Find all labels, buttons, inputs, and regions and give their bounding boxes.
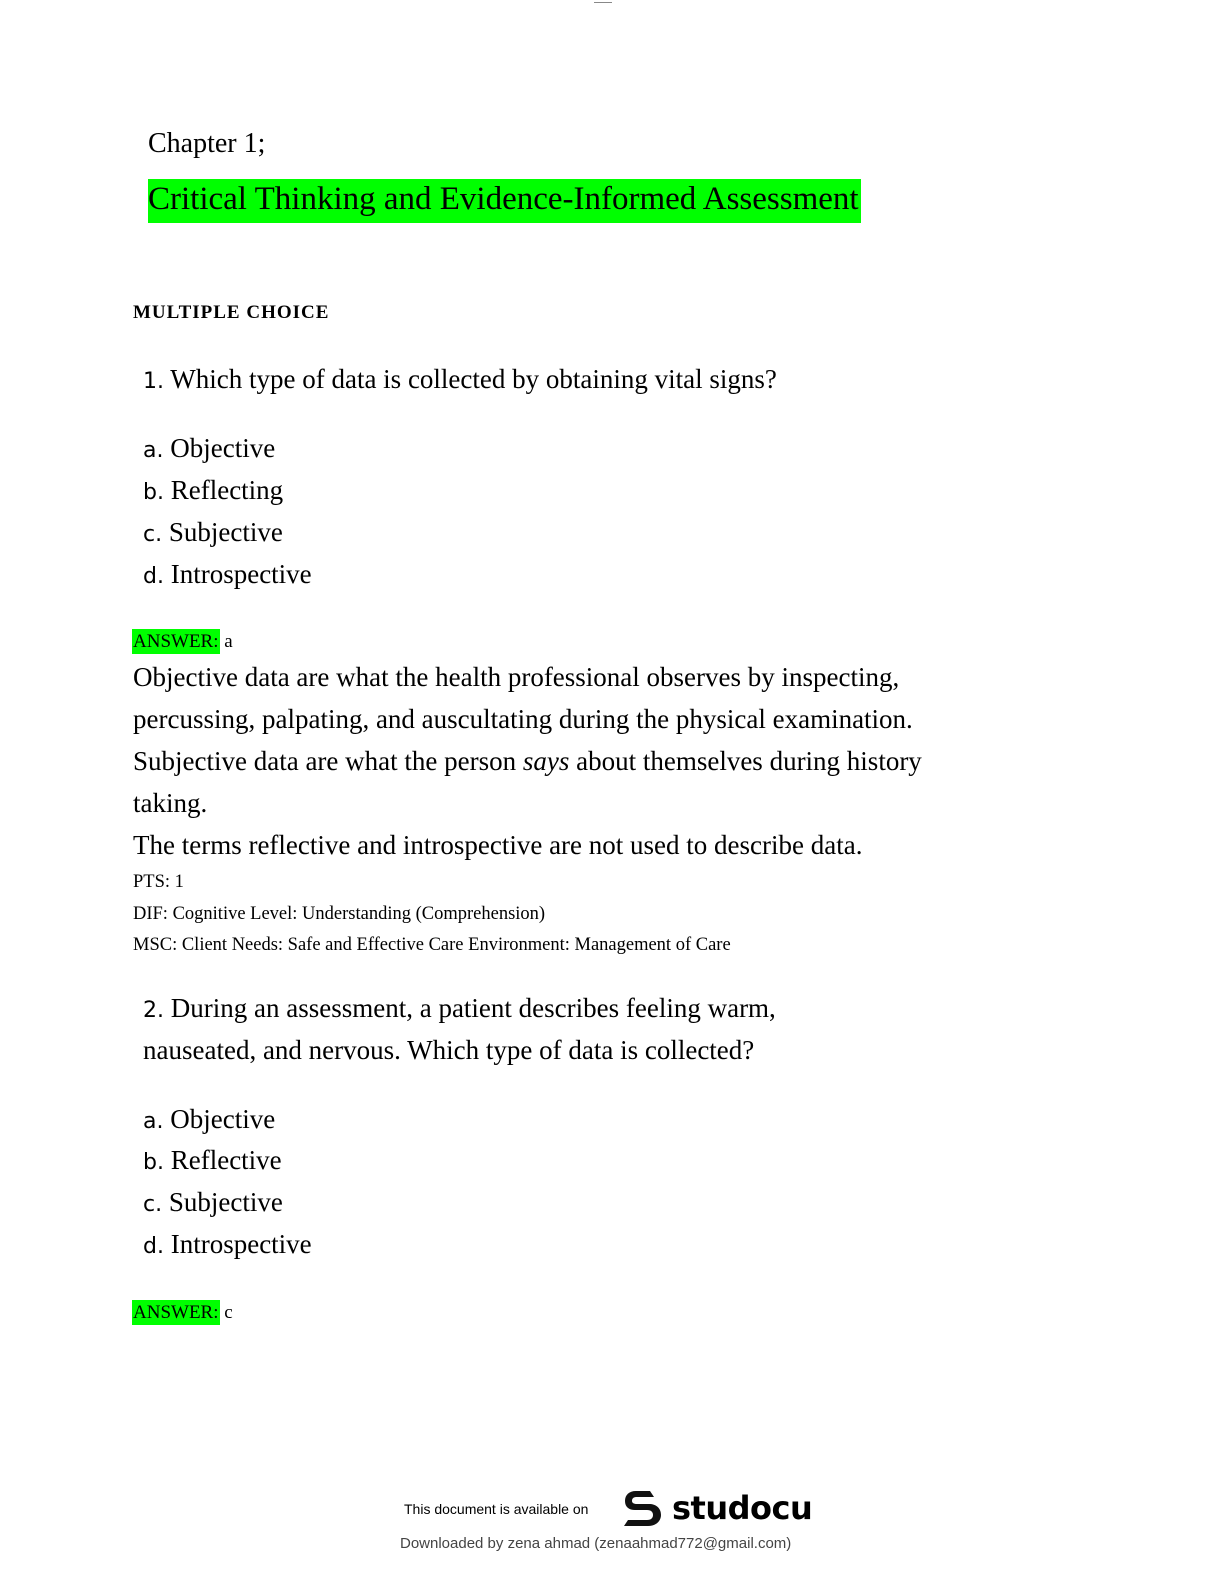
page-top-mark xyxy=(594,0,612,3)
chapter-heading: Chapter 1; xyxy=(148,128,266,159)
q1-option-d xyxy=(143,559,312,590)
option-letter: a. xyxy=(143,438,164,463)
option-letter: b. xyxy=(143,480,164,505)
studocu-logo[interactable] xyxy=(620,1485,812,1531)
download-attribution: Downloaded by zena ahmad (zenaahmad772@gmail.com) xyxy=(400,1535,792,1552)
rationale-line xyxy=(133,740,1053,782)
studocu-wordmark: studocu xyxy=(672,1489,813,1527)
rationale-line: taking. xyxy=(133,788,208,818)
option-text: Reflecting xyxy=(170,475,284,505)
question-number: 2. xyxy=(143,998,164,1023)
option-letter: d. xyxy=(143,1234,164,1259)
option-text: Reflective xyxy=(170,1145,282,1175)
answer-label: ANSWER: xyxy=(133,631,219,652)
q1-option-a xyxy=(143,433,275,464)
rationale-line: Objective data are what the health professional observes by inspecting, xyxy=(133,662,900,692)
answer-value: a xyxy=(219,631,233,652)
option-letter: a. xyxy=(143,1109,164,1134)
q1-option-b xyxy=(143,475,283,506)
rationale-line: The terms reflective and introspective are not used to describe data. xyxy=(133,830,863,860)
option-text: Introspective xyxy=(170,1229,312,1259)
q2-option-c xyxy=(143,1187,283,1218)
section-heading: MULTIPLE CHOICE xyxy=(133,302,330,323)
rationale-text: Subjective data are what the person xyxy=(133,746,523,776)
q1-answer xyxy=(132,631,233,653)
question-text: Which type of data is collected by obtaining vital signs? xyxy=(170,364,777,394)
q2-option-a xyxy=(143,1104,275,1135)
option-text: Subjective xyxy=(168,1187,283,1217)
question-text: During an assessment, a patient describes feeling warm, xyxy=(170,993,776,1023)
q1-rationale xyxy=(133,656,1053,866)
option-text: Introspective xyxy=(170,559,312,589)
answer-label: ANSWER: xyxy=(133,1302,219,1323)
option-letter: b. xyxy=(143,1150,164,1175)
availability-note: This document is available on xyxy=(404,1501,589,1517)
q1-points: PTS: 1 xyxy=(133,872,184,892)
option-letter: c. xyxy=(143,522,163,547)
question-2-line-2: nauseated, and nervous. Which type of data is collected? xyxy=(143,1035,755,1065)
studocu-logo-icon xyxy=(620,1485,666,1531)
rationale-text: about themselves during history xyxy=(569,746,922,776)
question-number: 1. xyxy=(143,369,164,394)
q1-client-needs: MSC: Client Needs: Safe and Effective Care Environment: Management of Care xyxy=(133,935,731,955)
q2-option-b xyxy=(143,1145,282,1176)
rationale-line: percussing, palpating, and auscultating during the physical examination. xyxy=(133,704,913,734)
question-1 xyxy=(143,364,777,395)
chapter-title-highlighted: Critical Thinking and Evidence-Informed Assessment xyxy=(148,179,861,223)
option-text: Objective xyxy=(170,1104,276,1134)
q2-option-d xyxy=(143,1229,312,1260)
q2-answer xyxy=(132,1302,233,1324)
answer-value: c xyxy=(219,1302,233,1323)
q1-difficulty: DIF: Cognitive Level: Understanding (Comprehension) xyxy=(133,904,546,924)
rationale-emphasis: says xyxy=(522,746,570,776)
question-2 xyxy=(143,993,776,1024)
option-text: Subjective xyxy=(168,517,283,547)
q1-option-c xyxy=(143,517,283,548)
option-letter: d. xyxy=(143,564,164,589)
option-letter: c. xyxy=(143,1192,163,1217)
option-text: Objective xyxy=(170,433,276,463)
